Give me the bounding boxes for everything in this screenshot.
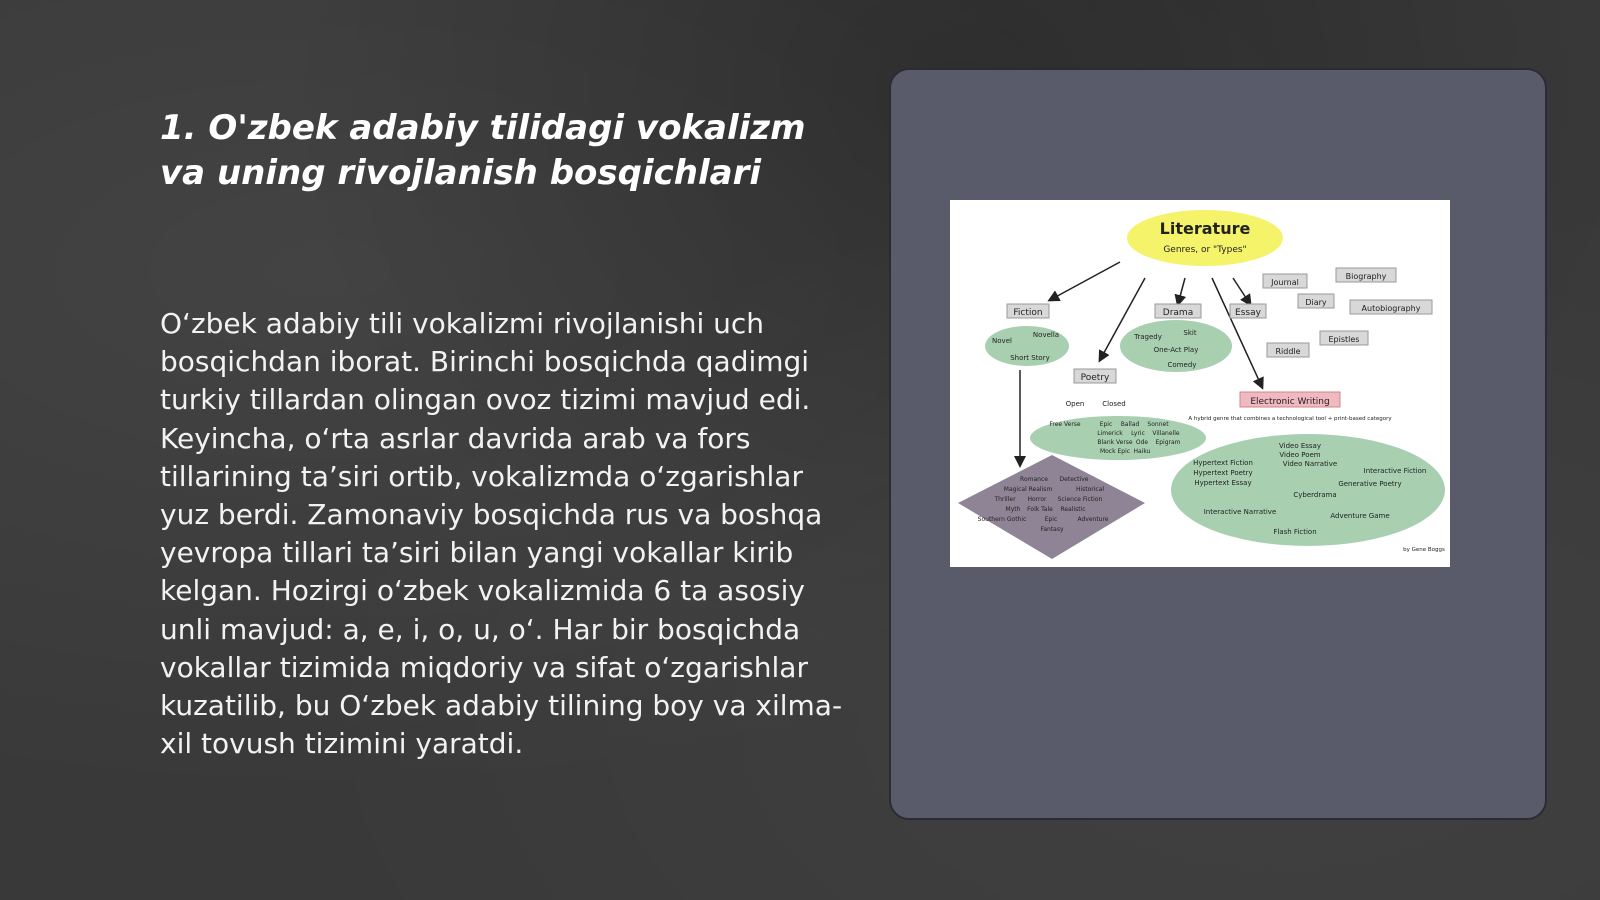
electronic-item: Interactive Fiction [1363, 467, 1427, 475]
electronic-item: Hypertext Essay [1194, 479, 1252, 487]
poetry-item: Epic [1099, 421, 1113, 428]
arrow-essay [1233, 278, 1250, 304]
poetry-item: Mock Epic [1099, 448, 1131, 455]
nonfiction-item: Epistles [1328, 335, 1360, 344]
poetry-branch: Open [1065, 400, 1085, 408]
poetry-item: Lyric [1131, 430, 1145, 437]
subgenre-item: Historical [1075, 486, 1105, 493]
diagram-title: Literature [1159, 219, 1251, 238]
fiction-item: Novella [1032, 331, 1060, 339]
subgenre-item: Thriller [994, 496, 1016, 503]
poetry-item: Blank Verse [1097, 439, 1133, 446]
nonfiction-item: Biography [1345, 272, 1387, 281]
poetry-item: Sonnet [1147, 421, 1169, 428]
poetry-branch: Closed [1102, 400, 1126, 408]
fiction-item: Short Story [1010, 354, 1050, 362]
electronic-item: Hypertext Fiction [1193, 459, 1253, 467]
slide-body-text: O‘zbek adabiy tili vokalizmi rivojlanishi uch bosqichdan iborat. Birinchi bosqichda qadimgi turkiy tillardan olingan ovoz tizimi mavjud edi. Keyincha, o‘rta asrlar davrida arab va fors tillarining ta’siri ortib, vokalizmda o‘zgarishlar yuz berdi. Zamonaviy bosqichda rus va boshqa yevropa tillari ta’siri bilan yangi vokallar kirib kelgan. Hozirgi o‘zbek vokalizmida 6 ta asosiy unli mavjud: a, e, i, o, u, o‘. Har bir bosqichda vokallar tizimida miqdoriy va sifat o‘zgarishlar kuzatilib, bu O‘zbek adabiy tilining boy va xilma-xil tovush tizimini yaratdi. [160, 307, 843, 761]
electronic-item: Video Narrative [1282, 460, 1338, 468]
electronic-note: A hybrid genre that combines a technological tool + print-based category [1188, 416, 1392, 422]
nonfiction-item: Journal [1271, 278, 1299, 287]
electronic-item: Flash Fiction [1273, 528, 1317, 536]
electronic-item: Generative Poetry [1338, 480, 1402, 488]
nonfiction-item: Autobiography [1361, 304, 1421, 313]
electronic-item: Hypertext Poetry [1193, 469, 1253, 477]
subgenre-item: Detective [1059, 476, 1089, 483]
subgenre-item: Horror [1027, 496, 1047, 503]
arrow-drama [1178, 278, 1185, 304]
subgenre-item: Myth [1005, 506, 1021, 513]
slide-title: 1. O'zbek adabiy tilidagi vokalizm va uning rivojlanish bosqichlari [160, 108, 806, 193]
subgenre-item: Science Fiction [1057, 496, 1103, 503]
fiction-item: Novel [992, 337, 1012, 345]
drama-item: One-Act Play [1153, 346, 1199, 354]
drama-label: Drama [1162, 308, 1194, 318]
nonfiction-item: Riddle [1275, 347, 1301, 356]
subgenre-item: Magical Realism [1003, 486, 1053, 493]
electronic-item: Video Essay [1279, 442, 1321, 450]
arrow-fiction [1050, 262, 1120, 300]
poetry-item: Villanelle [1152, 430, 1180, 437]
nonfiction-item: Diary [1305, 298, 1327, 307]
electronic-item: Adventure Game [1330, 512, 1390, 520]
essay-label: Essay [1235, 308, 1261, 318]
subgenre-item: Romance [1020, 476, 1048, 483]
fiction-label: Fiction [1013, 308, 1043, 318]
subgenre-item: Southern Gothic [977, 516, 1027, 523]
electronic-item: Interactive Narrative [1203, 508, 1277, 516]
subgenre-item: Fantasy [1040, 526, 1064, 533]
subgenre-item: Folk Tale [1027, 506, 1053, 513]
poetry-label: Poetry [1080, 373, 1110, 383]
diagram-credit: by Gene Boggs [1403, 547, 1445, 553]
literature-genres-diagram [950, 200, 1450, 567]
subgenre-item: Adventure [1077, 516, 1109, 523]
subgenre-item: Epic [1044, 516, 1058, 523]
electronic-item: Video Poem [1279, 451, 1321, 459]
diagram-subtitle: Genres, or "Types" [1163, 245, 1247, 255]
poetry-item: Ballad [1120, 421, 1140, 428]
poetry-item: Epigram [1155, 439, 1181, 446]
drama-item: Skit [1183, 329, 1197, 337]
poetry-item: Free Verse [1049, 421, 1081, 428]
poetry-item: Haiku [1133, 448, 1151, 455]
electronic-label: Electronic Writing [1250, 397, 1330, 407]
electronic-item: Cyberdrama [1293, 491, 1337, 499]
drama-item: Tragedy [1134, 333, 1162, 341]
poetry-item: Limerick [1097, 430, 1123, 437]
drama-item: Comedy [1167, 361, 1197, 369]
subgenre-item: Realistic [1060, 506, 1086, 513]
poetry-item: Ode [1135, 439, 1149, 446]
